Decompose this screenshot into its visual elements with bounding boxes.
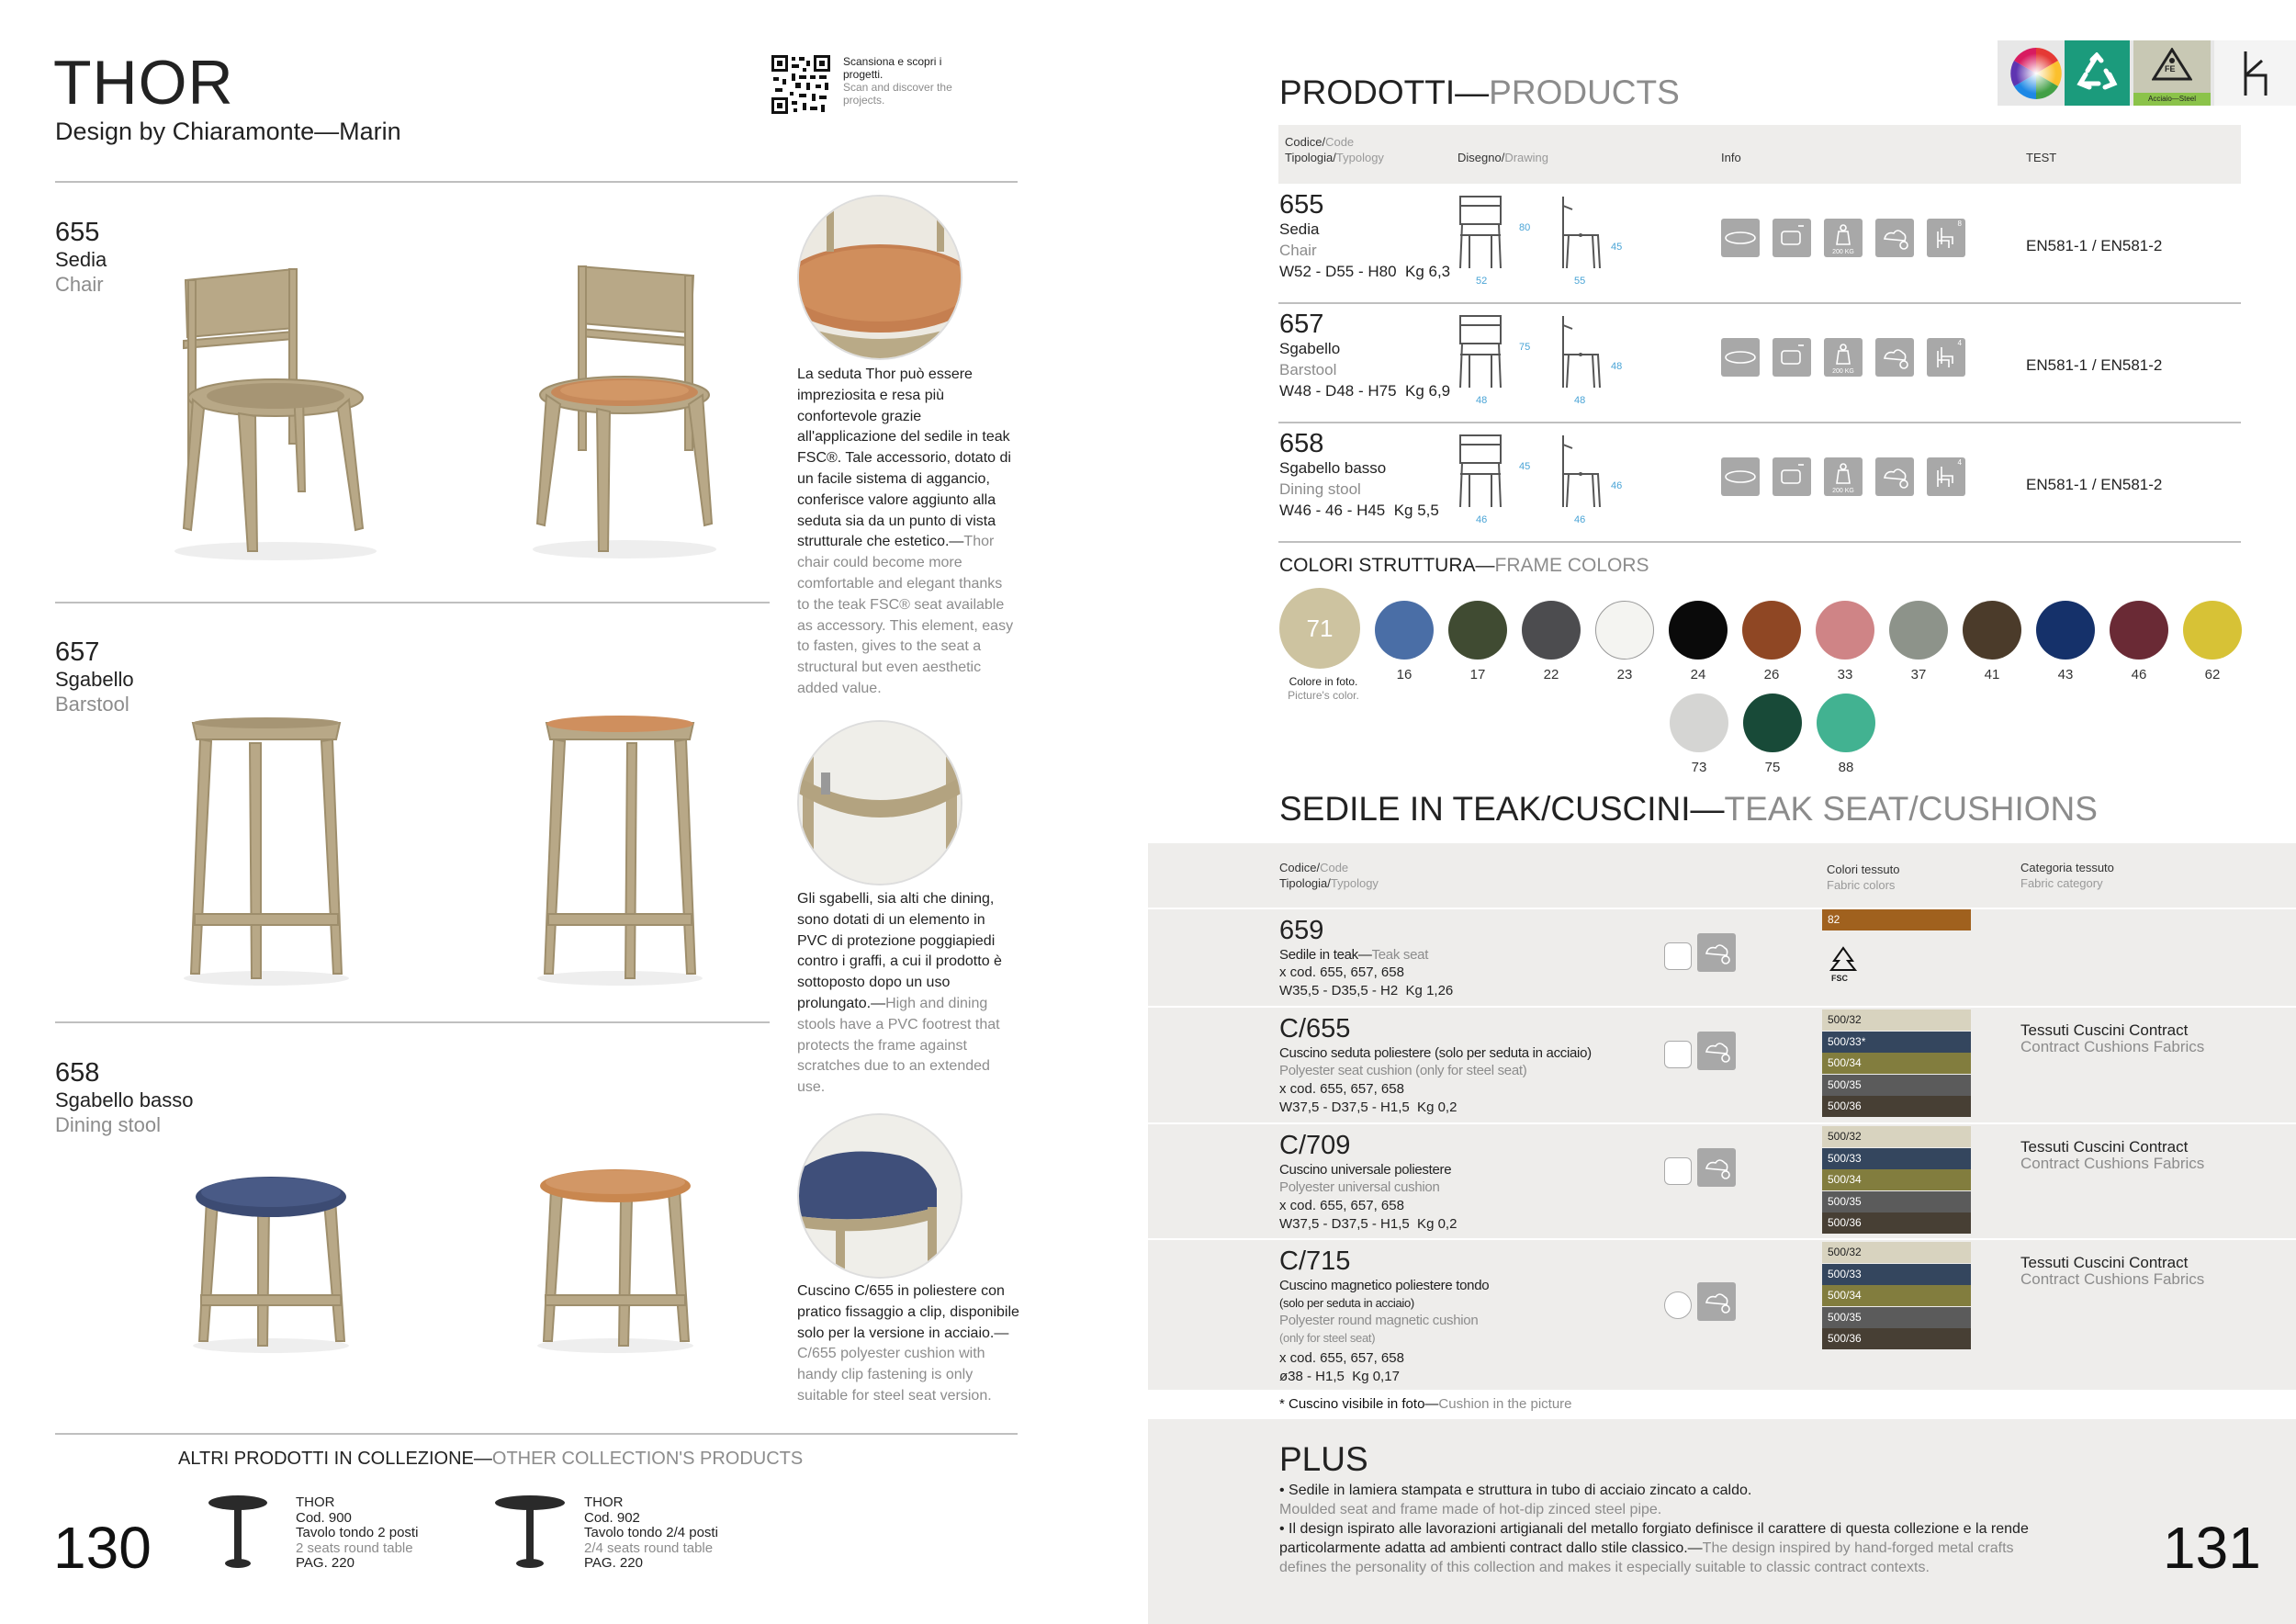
catalog-title: THOR — [53, 48, 234, 118]
teak-header-fabric-category — [2020, 860, 2114, 891]
steel-badge-bottom: Acciaio—Steel — [2133, 93, 2211, 106]
other-product-900[interactable] — [296, 1495, 418, 1572]
other-product-name: THOR — [584, 1494, 624, 1510]
depth-dimension: 46 — [1574, 514, 1586, 525]
other-product-code: Cod. 900 — [296, 1509, 352, 1526]
teak-seat-description-en: Thor chair could become more comfortable and elegant thanks to the teak FSC® seat available as accessory. This element, easy to fasten, gives to the seat a structural but even aesthetic added value. — [797, 534, 1014, 696]
seat-height-dimension: 48 — [1611, 361, 1623, 372]
side-view-drawing-icon — [1554, 432, 1609, 511]
color-swatch-17[interactable] — [1448, 601, 1507, 660]
products-heading-it: PRODOTTI— — [1279, 73, 1490, 111]
color-code-label: 23 — [1616, 667, 1633, 682]
seat-height-dimension: 46 — [1611, 480, 1623, 491]
fabric-color-500-35[interactable]: 500/35 — [1822, 1191, 1971, 1212]
color-swatch-24[interactable] — [1669, 601, 1728, 660]
other-product-name: THOR — [296, 1494, 335, 1510]
product-name-it: Sgabello basso — [55, 1088, 194, 1111]
frame-colors-heading-it: COLORI STRUTTURA— — [1279, 555, 1495, 576]
products-heading-en: PRODUCTS — [1489, 73, 1680, 111]
table-900-icon — [208, 1495, 268, 1571]
color-code-label: 41 — [1984, 667, 2000, 682]
front-view-drawing-icon — [1455, 312, 1510, 391]
products-heading — [1279, 73, 1680, 112]
header-drawing-en: Drawing — [1504, 151, 1548, 164]
right-page-number: 131 — [2163, 1515, 2261, 1581]
chair-type-badge — [2214, 40, 2296, 106]
teak-seat-description — [797, 365, 1016, 700]
teak-row-divider — [1148, 908, 2296, 909]
teak-row-659[interactable] — [1148, 908, 2296, 1006]
product-row-655[interactable] — [1278, 184, 2241, 303]
width-dimension: 48 — [1476, 395, 1488, 406]
header-code-typology — [1285, 134, 1384, 165]
other-product-page: PAG. 220 — [584, 1555, 643, 1571]
qr-caption-en: Scan and discover the projects. — [843, 81, 952, 107]
depth-dimension: 55 — [1574, 276, 1586, 287]
certification-badges — [1998, 40, 2296, 106]
color-swatch-62[interactable] — [2183, 601, 2242, 660]
plus-point-2-en: The design inspired by hand-forged metal crafts defines the personality of this collection and makes it especially suitable to classic contract contexts. — [1279, 1540, 2014, 1575]
fabric-category — [2020, 1022, 2204, 1055]
color-code-label: 37 — [1910, 667, 1927, 682]
load-capacity-icon — [1824, 338, 1863, 377]
product-code: 655 — [55, 218, 100, 247]
row-name-en: Barstool — [1279, 361, 1337, 378]
width-dimension: 52 — [1476, 276, 1488, 287]
cushion-note-it: * Cuscino visibile in foto— — [1279, 1396, 1439, 1412]
width-dimension: 46 — [1476, 514, 1488, 525]
stool-footrest-description — [797, 889, 1016, 1099]
height-dimension: 75 — [1519, 342, 1531, 353]
seat-height-dimension: 45 — [1611, 242, 1623, 253]
header-test: TEST — [2026, 151, 2057, 164]
designer-line: Design by Chiaramonte—Marin — [55, 118, 401, 145]
plus-text — [1279, 1481, 2042, 1577]
color-code-label: 17 — [1469, 667, 1486, 682]
other-product-desc-en: 2/4 seats round table — [584, 1539, 714, 1556]
seat-shape-small-icon — [1664, 942, 1692, 970]
teak-row-name-en: Polyester universal cushion — [1279, 1179, 1440, 1195]
steel-badge — [2133, 40, 2211, 106]
teak-seat-description-it: La seduta Thor può essere impreziosita e resa più confortevole grazie all'applicazione del sedile in teak FSC®. Tale accessorio, dotato di un facile sistema di aggancio, conferisce valore aggiunto alla seduta sia da un punto di vista strutturale che estetico.— — [797, 367, 1011, 550]
fabric-category-it: Tessuti Cuscini Contract — [2020, 1021, 2189, 1039]
weather-resistance-icon — [1697, 1032, 1736, 1070]
teak-header-fabric-en: Fabric colors — [1827, 878, 1896, 892]
fabric-color-500-34[interactable]: 500/34 — [1822, 1053, 1971, 1074]
teak-header-fabric-it: Colori tessuto — [1827, 863, 1900, 876]
front-view-drawing-icon — [1455, 193, 1510, 272]
depth-dimension: 48 — [1574, 395, 1586, 406]
weather-resistance-icon — [1875, 338, 1914, 377]
fabric-color-500-33[interactable]: 500/33 — [1822, 1264, 1971, 1285]
other-products-heading-it: ALTRI PRODOTTI IN COLLEZIONE— — [178, 1449, 492, 1469]
color-swatch-46[interactable] — [2110, 601, 2168, 660]
color-code-label: 73 — [1691, 760, 1707, 775]
teak-row-name-it: Cuscino seduta poliestere (solo per seduta in acciaio) — [1279, 1045, 1592, 1061]
color-code-label: 22 — [1543, 667, 1559, 682]
teak-row-C-715[interactable] — [1148, 1238, 2296, 1385]
stool-footrest-description-it: Gli sgabelli, sia alti che dining, sono dotati di un elemento in PVC di protezione poggiapiedi contro i graffi, a cui il prodotto è sottoposto dopo un uso prolungato.— — [797, 891, 1002, 1011]
teak-header-type-en: Typology — [1330, 876, 1379, 890]
chair-silhouette-icon — [2240, 50, 2271, 97]
product-divider-2 — [55, 1021, 770, 1023]
color-swatch-26[interactable] — [1742, 601, 1801, 660]
product-658-label — [55, 1059, 193, 1137]
dining-stool-658-teak-photo — [533, 1162, 698, 1355]
product-name-en: Barstool — [55, 693, 129, 716]
row-test-standard: EN581-1 / EN581-2 — [2026, 356, 2163, 374]
teak-header-cat-en: Fabric category — [2020, 876, 2103, 890]
weather-resistance-icon — [1697, 1282, 1736, 1321]
row-code: 657 — [1279, 310, 1324, 339]
teak-row-name-en: Polyester round magnetic cushion — [1279, 1313, 1479, 1328]
barstool-657-photo — [174, 712, 358, 987]
load-label: 200 KG — [1832, 368, 1854, 375]
fabric-category-en: Contract Cushions Fabrics — [2020, 1270, 2205, 1288]
header-type-en: Typology — [1335, 151, 1384, 164]
row-name-en: Dining stool — [1279, 480, 1361, 498]
seat-shape-icon — [1721, 219, 1760, 257]
product-row-657[interactable] — [1278, 303, 2241, 423]
color-swatch-75[interactable] — [1743, 694, 1802, 752]
color-code-label: 26 — [1763, 667, 1780, 682]
row-divider — [1278, 541, 2241, 543]
seat-shape-small-icon — [1664, 1291, 1692, 1319]
weather-resistance-icon — [1875, 219, 1914, 257]
row-test-standard: EN581-1 / EN581-2 — [2026, 237, 2163, 254]
color-swatch-88[interactable] — [1817, 694, 1875, 752]
teak-row-name-en: Teak seat — [1371, 947, 1429, 963]
coating-icon — [1773, 338, 1811, 377]
product-655-label — [55, 219, 107, 297]
fabric-category-it: Tessuti Cuscini Contract — [2020, 1254, 2189, 1271]
stackable-icon — [1927, 338, 1965, 377]
teak-row-divider — [1148, 1238, 2296, 1240]
weather-resistance-icon — [1697, 933, 1736, 972]
cushion-note — [1279, 1396, 1572, 1412]
teak-header-code-it: Codice/ — [1279, 861, 1321, 874]
row-code: 655 — [1279, 190, 1324, 220]
color-swatch-43[interactable] — [2036, 601, 2095, 660]
fabric-category — [2020, 1255, 2204, 1288]
product-row-658[interactable] — [1278, 423, 2241, 542]
header-info: Info — [1721, 151, 1741, 164]
teak-seat-detail-photo — [797, 195, 962, 360]
stack-label: 4 — [1957, 458, 1962, 467]
teak-row-name-it-extra: (solo per seduta in acciaio) — [1279, 1296, 1414, 1310]
teak-row-dimensions: ø38 - H1,5 Kg 0,17 — [1279, 1369, 1400, 1384]
header-drawing-it: Disegno/ — [1458, 151, 1505, 164]
plus-point-2-it: • Il design ispirato alle lavorazioni artigianali del metallo forgiato definisce il carattere di questa collezione e la rende particolarmente adatta ad ambienti contract dallo stile classico.— — [1279, 1521, 2029, 1556]
product-code: 658 — [55, 1058, 100, 1088]
header-drawing — [1458, 150, 1548, 165]
header-code-en: Code — [1325, 135, 1355, 149]
teak-row-C-655[interactable] — [1148, 1006, 2296, 1122]
teak-row-dimensions: W35,5 - D35,5 - H2 Kg 1,26 — [1279, 983, 1454, 998]
fabric-color-500-34[interactable]: 500/34 — [1822, 1169, 1971, 1190]
qr-code-icon[interactable] — [771, 55, 830, 114]
fabric-color-500-35[interactable]: 500/35 — [1822, 1307, 1971, 1328]
teak-row-code: 659 — [1279, 916, 1324, 945]
teak-row-C-709[interactable] — [1148, 1122, 2296, 1238]
row-test-standard: EN581-1 / EN581-2 — [2026, 476, 2163, 493]
teak-row-name-it: Cuscino universale poliestere — [1279, 1162, 1452, 1178]
product-code: 657 — [55, 637, 100, 667]
teak-row-dimensions: W37,5 - D37,5 - H1,5 Kg 0,2 — [1279, 1100, 1458, 1115]
steel-badge-top: FE — [2165, 64, 2176, 73]
fabric-color-500-33[interactable]: 500/33* — [1822, 1032, 1971, 1053]
seat-shape-icon — [1721, 457, 1760, 496]
teak-cushions-heading — [1279, 790, 2098, 829]
row-name-en: Chair — [1279, 242, 1317, 259]
color-swatch-22[interactable] — [1522, 601, 1581, 660]
fsc-label: FSC — [1831, 974, 1848, 983]
stackable-icon — [1927, 457, 1965, 496]
product-divider-1 — [55, 602, 770, 603]
weather-resistance-icon — [1875, 457, 1914, 496]
header-divider — [55, 181, 1018, 183]
side-view-drawing-icon — [1554, 193, 1609, 272]
stack-label: 8 — [1957, 220, 1962, 228]
other-product-desc-it: Tavolo tondo 2 posti — [296, 1525, 419, 1540]
product-657-label — [55, 638, 134, 716]
cushion-description-it: Cuscino C/655 in poliestere con pratico fissaggio a clip, disponibile solo per la versione in acciaio.— — [797, 1283, 1019, 1341]
barstool-657-teak-photo — [528, 712, 712, 987]
photo-color-label-en: Picture's color. — [1288, 689, 1359, 702]
footer-divider — [55, 1433, 1018, 1435]
fabric-color-500-34[interactable]: 500/34 — [1822, 1285, 1971, 1306]
fabric-category-en: Contract Cushions Fabrics — [2020, 1155, 2205, 1172]
teak-row-name-en-extra: (only for steel seat) — [1279, 1331, 1376, 1345]
color-code-label: 16 — [1396, 667, 1412, 682]
color-swatch-33[interactable] — [1816, 601, 1874, 660]
fabric-category-it: Tessuti Cuscini Contract — [2020, 1138, 2189, 1156]
side-view-drawing-icon — [1554, 312, 1609, 391]
seat-shape-small-icon — [1664, 1041, 1692, 1068]
stool-footrest-description-en: High and dining stools have a PVC footrest that protects the frame against scratches due to an extended use. — [797, 995, 1000, 1096]
photo-color-code: 71 — [1306, 615, 1334, 642]
row-dimensions: W48 - D48 - H75 Kg 6,9 — [1279, 382, 1451, 400]
fabric-category-en: Contract Cushions Fabrics — [2020, 1038, 2205, 1055]
row-code: 658 — [1279, 429, 1324, 458]
product-name-it: Sedia — [55, 248, 107, 271]
color-swatch-16[interactable] — [1375, 601, 1434, 660]
plus-heading: PLUS — [1279, 1440, 1368, 1478]
color-code-label: 43 — [2057, 667, 2074, 682]
chair-655-teak-photo — [514, 257, 735, 560]
teak-row-compatibility: x cod. 655, 657, 658 — [1279, 964, 1404, 980]
photo-color-label-it: Colore in foto. — [1289, 675, 1358, 688]
row-name-it: Sgabello — [1279, 340, 1341, 357]
cushion-description — [797, 1281, 1022, 1407]
color-swatch-41[interactable] — [1963, 601, 2021, 660]
chair-655-photo — [156, 262, 386, 565]
teak-header-type-it: Tipologia/ — [1279, 876, 1331, 890]
photo-color-caption — [1282, 675, 1365, 703]
fabric-color-82[interactable]: 82 — [1822, 909, 1971, 930]
fabric-color-500-36[interactable]: 500/36 — [1822, 1328, 1971, 1349]
recycle-icon — [2077, 52, 2118, 94]
teak-row-code: C/709 — [1279, 1131, 1351, 1160]
qr-caption-it: Scansiona e scopri i progetti. — [843, 55, 942, 81]
other-product-page: PAG. 220 — [296, 1555, 355, 1571]
footrest-detail-photo — [797, 720, 962, 885]
color-wheel-icon — [2010, 48, 2062, 99]
teak-row-compatibility: x cod. 655, 657, 658 — [1279, 1198, 1404, 1213]
color-code-label: 46 — [2131, 667, 2147, 682]
product-name-it: Sgabello — [55, 668, 134, 691]
teak-row-name-it: Sedile in teak— — [1279, 947, 1372, 963]
fabric-category — [2020, 1139, 2204, 1172]
product-name-en: Dining stool — [55, 1113, 161, 1136]
coating-icon — [1773, 457, 1811, 496]
plus-point-1-it: • Sedile in lamiera stampata e struttura in tubo di acciaio zincato a caldo. — [1279, 1483, 1752, 1498]
weather-resistance-icon — [1697, 1148, 1736, 1187]
teak-header-cat-it: Categoria tessuto — [2020, 861, 2114, 874]
teak-header-code-en: Code — [1320, 861, 1349, 874]
fabric-color-500-32[interactable]: 500/32 — [1822, 1009, 1971, 1031]
fabric-color-500-36[interactable]: 500/36 — [1822, 1212, 1971, 1234]
recycle-badge — [2065, 40, 2130, 106]
products-table-header — [1278, 125, 2241, 184]
row-name-it: Sgabello basso — [1279, 459, 1387, 477]
seat-shape-icon — [1721, 338, 1760, 377]
load-label: 200 KG — [1832, 488, 1854, 494]
teak-row-compatibility: x cod. 655, 657, 658 — [1279, 1350, 1404, 1366]
fabric-color-500-36[interactable]: 500/36 — [1822, 1096, 1971, 1117]
teak-row-compatibility: x cod. 655, 657, 658 — [1279, 1081, 1404, 1097]
teak-row-divider — [1148, 1122, 2296, 1124]
cushion-detail-photo — [797, 1113, 962, 1279]
other-product-desc-it: Tavolo tondo 2/4 posti — [584, 1525, 718, 1540]
load-label: 200 KG — [1832, 249, 1854, 255]
teak-cushions-heading-en: TEAK SEAT/CUSHIONS — [1724, 790, 2098, 828]
load-capacity-icon — [1824, 457, 1863, 496]
frame-colors-heading — [1279, 555, 1649, 577]
row-dimensions: W52 - D55 - H80 Kg 6,3 — [1279, 263, 1451, 280]
stackable-icon — [1927, 219, 1965, 257]
other-product-code: Cod. 902 — [584, 1509, 640, 1526]
row-name-it: Sedia — [1279, 220, 1320, 238]
color-swatch-71[interactable] — [1279, 588, 1360, 669]
stack-label: 4 — [1957, 339, 1962, 347]
left-page-number: 130 — [53, 1515, 152, 1581]
header-code-it: Codice/ — [1285, 135, 1326, 149]
teak-row-name-it: Cuscino magnetico poliestere tondo — [1279, 1278, 1490, 1293]
coating-icon — [1773, 219, 1811, 257]
other-products-heading-en: OTHER COLLECTION'S PRODUCTS — [491, 1449, 804, 1469]
row-dimensions: W46 - 46 - H45 Kg 5,5 — [1279, 502, 1439, 519]
fabric-color-500-32[interactable]: 500/32 — [1822, 1126, 1971, 1147]
color-swatch-73[interactable] — [1670, 694, 1728, 752]
front-view-drawing-icon — [1455, 432, 1510, 511]
table-902-icon — [494, 1495, 566, 1571]
frame-colors-heading-en: FRAME COLORS — [1494, 555, 1649, 576]
load-capacity-icon — [1824, 219, 1863, 257]
seat-shape-small-icon — [1664, 1157, 1692, 1185]
other-products-heading — [178, 1449, 803, 1470]
teak-header-fabric-colors — [1827, 862, 1899, 893]
color-code-label: 62 — [2204, 667, 2221, 682]
header-type-it: Tipologia/ — [1285, 151, 1336, 164]
color-code-label: 33 — [1837, 667, 1853, 682]
cushion-note-en: Cushion in the picture — [1438, 1396, 1572, 1412]
teak-cushions-heading-it: SEDILE IN TEAK/CUSCINI— — [1279, 790, 1725, 828]
color-code-label: 75 — [1764, 760, 1781, 775]
color-code-label: 88 — [1838, 760, 1854, 775]
cushion-description-en: C/655 polyester cushion with handy clip fastening is only suitable for steel seat version. — [797, 1346, 992, 1404]
fabric-color-500-35[interactable]: 500/35 — [1822, 1075, 1971, 1096]
plus-point-1-en: Moulded seat and frame made of hot-dip zinced steel pipe. — [1279, 1502, 1662, 1517]
height-dimension: 80 — [1519, 222, 1531, 233]
fabric-color-500-32[interactable]: 500/32 — [1822, 1242, 1971, 1263]
color-swatch-37[interactable] — [1889, 601, 1948, 660]
teak-row-dimensions: W37,5 - D37,5 - H1,5 Kg 0,2 — [1279, 1216, 1458, 1232]
product-name-en: Chair — [55, 273, 104, 296]
other-product-902[interactable] — [584, 1495, 718, 1572]
teak-row-divider — [1148, 1006, 2296, 1008]
height-dimension: 45 — [1519, 461, 1531, 472]
color-code-label: 24 — [1690, 667, 1706, 682]
teak-row-code: C/655 — [1279, 1014, 1351, 1043]
fabric-color-500-33[interactable]: 500/33 — [1822, 1148, 1971, 1169]
teak-row-name-en: Polyester seat cushion (only for steel seat) — [1279, 1063, 1527, 1078]
teak-row-code: C/715 — [1279, 1246, 1351, 1276]
dining-stool-658-cushion-photo — [188, 1171, 354, 1355]
teak-header-code-typology — [1279, 860, 1379, 891]
other-product-desc-en: 2 seats round table — [296, 1539, 413, 1556]
color-swatch-23[interactable] — [1595, 601, 1654, 660]
